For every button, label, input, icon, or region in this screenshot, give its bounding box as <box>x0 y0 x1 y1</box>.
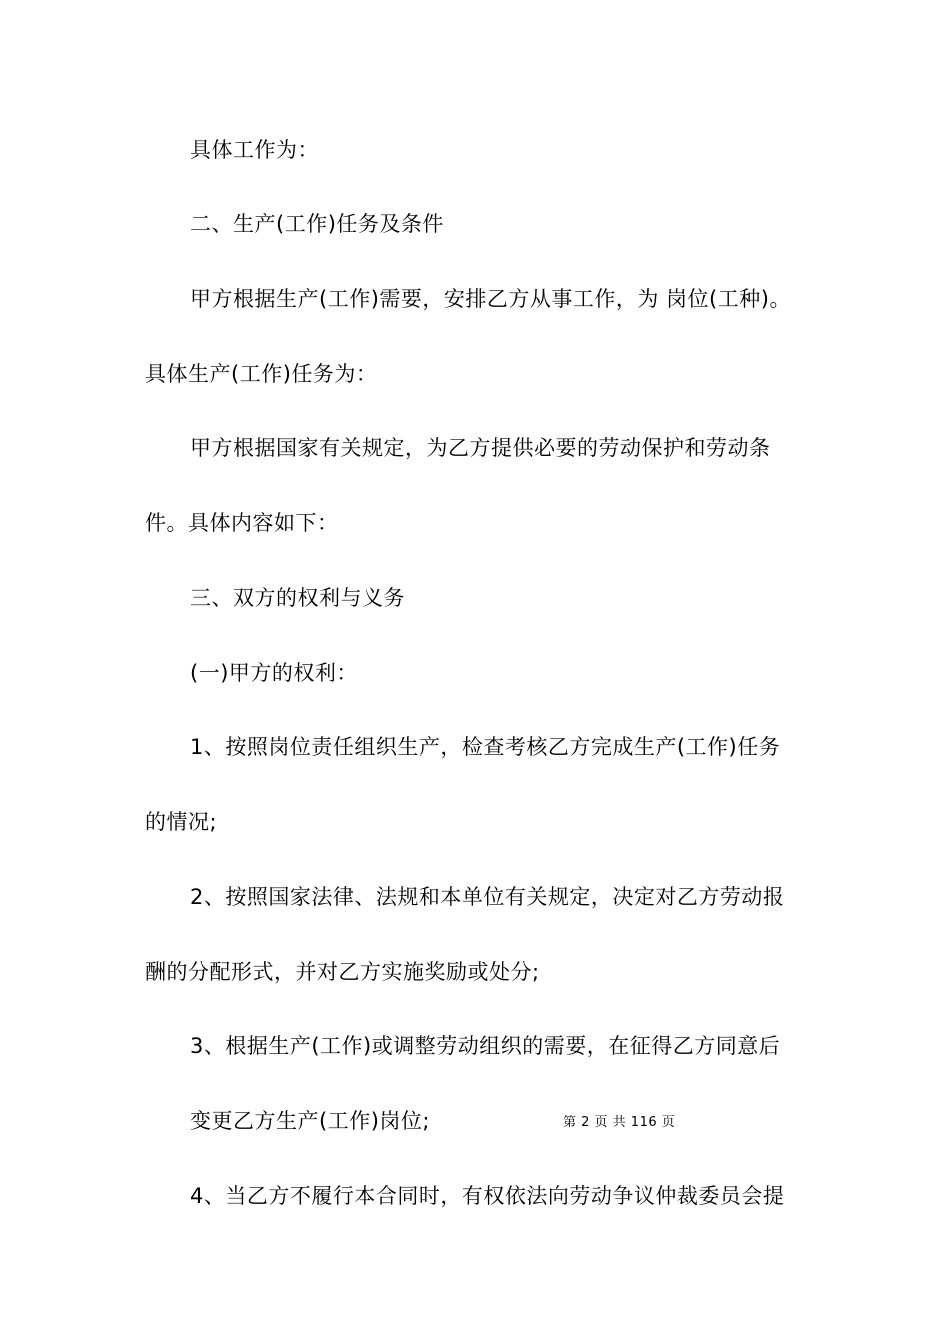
text-line-3: 甲方根据生产(工作)需要，安排乙方从事工作，为 岗位(工种)。 <box>190 287 791 311</box>
text-line-12: 酬的分配形式，并对乙方实施奖励或处分; <box>145 960 540 984</box>
page-number: 第 2 页 共 116 页 <box>563 1115 676 1130</box>
text-line-1: 具体工作为： <box>190 138 319 162</box>
text-line-10: 的情况; <box>145 810 218 834</box>
text-line-14: 变更乙方生产(工作)岗位; <box>190 1109 430 1133</box>
text-line-11: 2、按照国家法律、法规和本单位有关规定，决定对乙方劳动报 <box>190 885 785 909</box>
text-line-15: 4、当乙方不履行本合同时，有权依法向劳动争议仲裁委员会提 <box>190 1184 785 1208</box>
subsection-heading-1: (一)甲方的权利： <box>190 661 358 685</box>
text-line-4: 具体生产(工作)任务为： <box>145 362 378 386</box>
section-heading-2: 二、生产(工作)任务及条件 <box>190 212 444 236</box>
section-heading-3: 三、双方的权利与义务 <box>190 586 405 610</box>
text-line-9: 1、按照岗位责任组织生产，检查考核乙方完成生产(工作)任务 <box>190 735 781 759</box>
text-line-5: 甲方根据国家有关规定，为乙方提供必要的劳动保护和劳动条 <box>190 436 771 460</box>
text-line-13: 3、根据生产(工作)或调整劳动组织的需要，在征得乙方同意后 <box>190 1034 781 1058</box>
text-line-6: 件。具体内容如下： <box>145 511 339 535</box>
